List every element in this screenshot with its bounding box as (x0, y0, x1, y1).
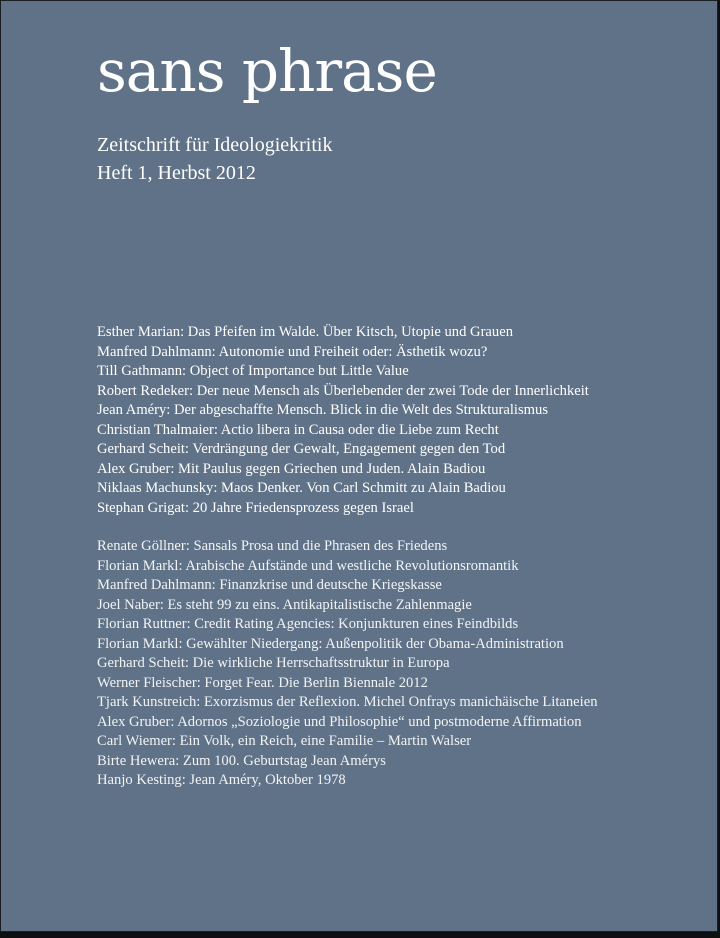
magazine-title: sans phrase (97, 37, 437, 105)
table-of-contents (97, 323, 597, 791)
contents-item: Manfred Dahlmann: Finanzkrise und deutsche Kriegskasse (97, 577, 442, 593)
contents-item: Robert Redeker: Der neue Mensch als Überlebender der zwei Tode der Innerlichkeit (97, 382, 589, 399)
bottom-edge-bar (0, 932, 720, 938)
contents-item: Gerhard Scheit: Die wirkliche Herrschaftsstruktur in Europa (97, 655, 450, 671)
contents-item: Birte Hewera: Zum 100. Geburtstag Jean Amérys (97, 752, 386, 769)
contents-item: Jean Améry: Der abgeschaffte Mensch. Blick in die Welt des Strukturalismus (97, 402, 548, 418)
contents-item: Manfred Dahlmann: Autonomie und Freiheit oder: Ästhetik wozu? (97, 343, 488, 360)
contents-item: Alex Gruber: Mit Paulus gegen Griechen und Juden. Alain Badiou (97, 460, 486, 477)
contents-item: Niklaas Machunsky: Maos Denker. Von Carl Schmitt zu Alain Badiou (97, 480, 506, 496)
contents-item: Gerhard Scheit: Verdrängung der Gewalt, Engagement gegen den Tod (97, 441, 506, 457)
contents-item: Florian Markl: Gewählter Niedergang: Außenpolitik der Obama-Administration (97, 635, 564, 652)
contents-item: Alex Gruber: Adornos „Soziologie und Philosophie“ und postmoderne Affirmation (97, 713, 582, 730)
contents-group-main (97, 323, 597, 518)
contents-item: Florian Markl: Arabische Aufstände und westliche Revolutionsromantik (97, 557, 519, 574)
contents-item: Florian Ruttner: Credit Rating Agencies: Konjunkturen eines Feindbilds (97, 616, 519, 632)
cover-subtitle-block (97, 131, 332, 187)
contents-group-secondary (97, 537, 597, 791)
contents-item: Till Gathmann: Object of Importance but Little Value (97, 363, 409, 379)
contents-item: Carl Wiemer: Ein Volk, ein Reich, eine Familie – Martin Walser (97, 733, 472, 749)
contents-item: Esther Marian: Das Pfeifen im Walde. Über Kitsch, Utopie und Grauen (97, 324, 513, 340)
contents-item: Joel Naber: Es steht 99 zu eins. Antikapitalistische Zahlenmagie (97, 596, 472, 613)
contents-item: Hanjo Kesting: Jean Améry, Oktober 1978 (97, 772, 346, 788)
contents-item: Werner Fleischer: Forget Fear. Die Berlin Biennale 2012 (97, 674, 428, 691)
issue-label: Heft 1, Herbst 2012 (97, 162, 256, 184)
contents-item: Christian Thalmaier: Actio libera in Causa oder die Liebe zum Recht (97, 421, 499, 438)
magazine-subtitle: Zeitschrift für Ideologiekritik (97, 134, 333, 156)
contents-item: Stephan Grigat: 20 Jahre Friedensprozess gegen Israel (97, 499, 414, 516)
contents-item: Tjark Kunstreich: Exorzismus der Reflexion. Michel Onfrays manichäische Litaneien (97, 694, 598, 710)
contents-item: Renate Göllner: Sansals Prosa und die Phrasen des Friedens (97, 538, 448, 554)
